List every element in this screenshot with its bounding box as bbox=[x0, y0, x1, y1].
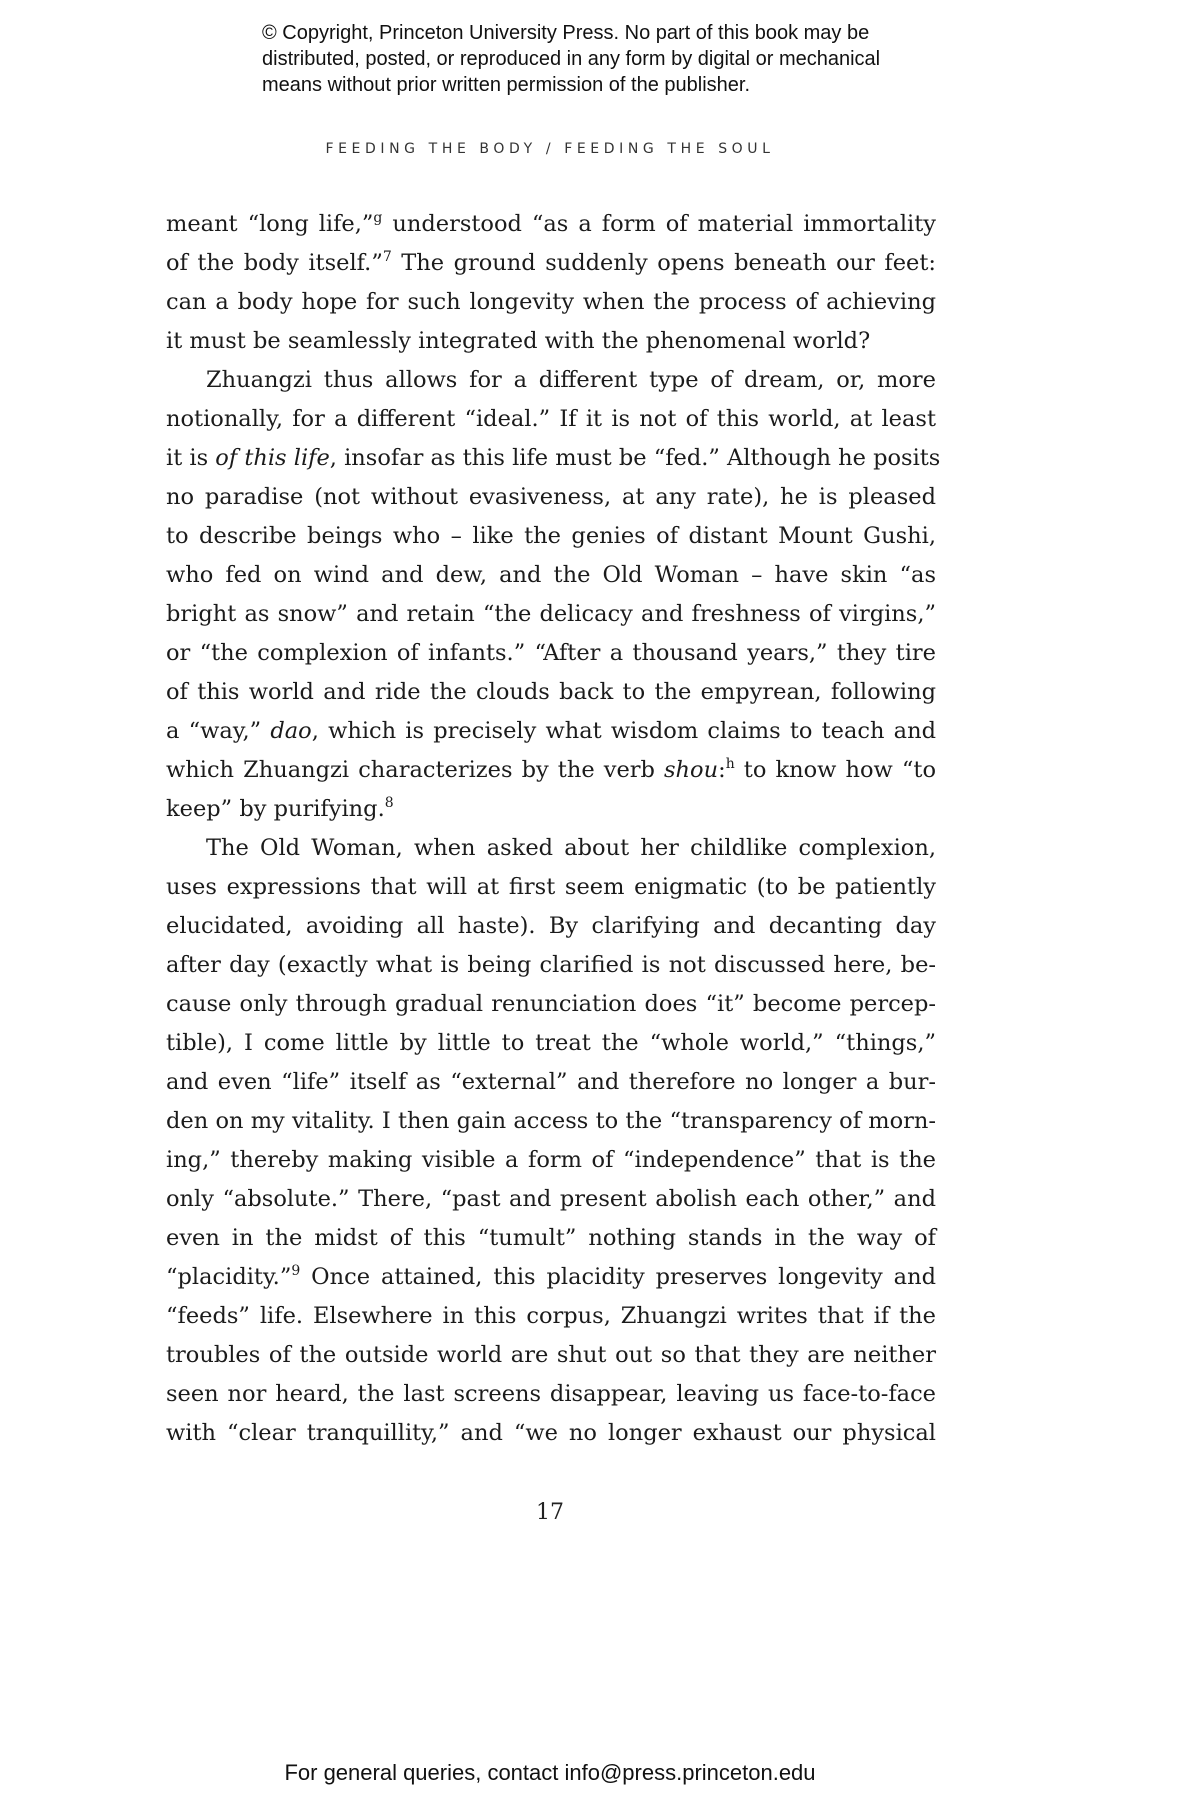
text-line bbox=[166, 712, 936, 751]
note-marker: 9 bbox=[291, 1263, 301, 1279]
text-segment: it is bbox=[166, 445, 216, 471]
italic-term: dao bbox=[270, 718, 312, 744]
text-line bbox=[166, 946, 936, 985]
text-segment: to know how “to bbox=[734, 757, 936, 783]
text-segment: or “the complexion of infants.” “After a thousand years,” they tire bbox=[166, 640, 936, 666]
copyright-line: distributed, posted, or reproduced in any form by digital or mechanical bbox=[262, 48, 881, 70]
text-line bbox=[166, 595, 936, 634]
text-segment: who fed on wind and dew, and the Old Woman – have skin “as bbox=[166, 562, 936, 588]
text-line bbox=[166, 283, 936, 322]
text-segment: Once attained, this placidity preserves longevity and bbox=[300, 1264, 936, 1290]
text-segment: : bbox=[718, 757, 726, 783]
text-line bbox=[166, 439, 941, 478]
text-line bbox=[166, 1141, 936, 1180]
text-segment: can a body hope for such longevity when the process of achieving bbox=[166, 289, 936, 315]
text-segment: tible), I come little by little to treat the “whole world,” “things,” bbox=[166, 1030, 936, 1056]
copyright-notice bbox=[262, 20, 962, 98]
text-segment: “placidity.” bbox=[166, 1264, 292, 1290]
text-line bbox=[166, 361, 936, 400]
text-line bbox=[166, 1063, 936, 1102]
text-segment: cause only through gradual renunciation does “it” become percep- bbox=[166, 991, 936, 1017]
text-line bbox=[166, 1414, 936, 1453]
text-line bbox=[166, 985, 936, 1024]
text-line bbox=[166, 751, 936, 790]
italic-term: shou bbox=[664, 757, 719, 783]
copyright-line: © Copyright, Princeton University Press. No part of this book may be bbox=[262, 22, 870, 44]
text-segment: den on my vitality. I then gain access to the “transparency of morn- bbox=[166, 1108, 936, 1134]
text-line bbox=[166, 478, 936, 517]
text-segment: after day (exactly what is being clarified is not discussed here, be- bbox=[166, 952, 936, 978]
running-head: FEEDING THE BODY / FEEDING THE SOUL bbox=[325, 141, 775, 157]
text-line bbox=[166, 1336, 936, 1375]
text-segment: no paradise (not without evasiveness, at any rate), he is pleased bbox=[166, 484, 936, 510]
text-segment: understood “as a form of material immortality bbox=[382, 211, 936, 237]
text-line bbox=[166, 829, 936, 868]
text-segment: The Old Woman, when asked about her childlike complexion, bbox=[206, 835, 936, 861]
footer-contact: For general queries, contact info@press.princeton.edu bbox=[284, 1760, 816, 1785]
copyright-line: means without prior written permission of the publisher. bbox=[262, 74, 751, 96]
body-text bbox=[166, 205, 941, 1453]
text-line bbox=[166, 1102, 936, 1141]
text-segment: and even “life” itself as “external” and therefore no longer a bur- bbox=[166, 1069, 936, 1095]
text-segment: seen nor heard, the last screens disappear, leaving us face-to-face bbox=[166, 1381, 936, 1407]
text-segment: , which is precisely what wisdom claims to teach and bbox=[311, 718, 936, 744]
text-line bbox=[166, 517, 936, 556]
text-segment: which Zhuangzi characterizes by the verb bbox=[166, 757, 665, 783]
text-segment: keep” by purifying. bbox=[166, 796, 385, 822]
text-segment: of the body itself.” bbox=[166, 250, 383, 276]
text-segment: Zhuangzi thus allows for a different type of dream, or, more bbox=[206, 367, 936, 393]
text-segment: a “way,” bbox=[166, 718, 271, 744]
text-line bbox=[166, 1297, 936, 1336]
text-segment: elucidated, avoiding all haste). By clarifying and decanting day bbox=[166, 913, 936, 939]
text-line bbox=[166, 1180, 936, 1219]
note-marker: 7 bbox=[382, 249, 392, 265]
text-line bbox=[166, 400, 936, 439]
text-segment: it must be seamlessly integrated with the phenomenal world? bbox=[166, 328, 871, 354]
text-segment: bright as snow” and retain “the delicacy and freshness of virgins,” bbox=[166, 601, 936, 627]
text-segment: troubles of the outside world are shut out so that they are neither bbox=[166, 1342, 936, 1368]
text-line bbox=[166, 322, 936, 361]
text-line bbox=[166, 1258, 936, 1297]
note-marker: h bbox=[725, 756, 735, 772]
note-marker: g bbox=[373, 210, 383, 226]
text-segment: The ground suddenly opens beneath our feet: bbox=[391, 250, 936, 276]
text-line bbox=[166, 790, 936, 829]
text-line bbox=[166, 1375, 936, 1414]
text-line bbox=[166, 673, 936, 712]
note-marker: 8 bbox=[384, 795, 394, 811]
text-segment: meant “long life,” bbox=[166, 211, 374, 237]
text-line bbox=[166, 556, 936, 595]
text-line bbox=[166, 205, 936, 244]
text-line bbox=[166, 634, 936, 673]
text-segment: uses expressions that will at first seem enigmatic (to be patiently bbox=[166, 874, 936, 900]
page-number: 17 bbox=[536, 1500, 564, 1525]
text-line bbox=[166, 244, 936, 283]
text-segment: even in the midst of this “tumult” nothing stands in the way of bbox=[166, 1225, 936, 1251]
text-line bbox=[166, 1219, 936, 1258]
text-segment: , insofar as this life must be “fed.” Although he posits bbox=[329, 445, 941, 471]
text-segment: notionally, for a different “ideal.” If it is not of this world, at least bbox=[166, 406, 936, 432]
italic-term: of this life bbox=[215, 445, 330, 471]
text-segment: with “clear tranquillity,” and “we no longer exhaust our physical bbox=[166, 1420, 936, 1446]
text-segment: to describe beings who – like the genies of distant Mount Gushi, bbox=[166, 523, 936, 549]
text-line bbox=[166, 907, 936, 946]
text-segment: “feeds” life. Elsewhere in this corpus, Zhuangzi writes that if the bbox=[166, 1303, 936, 1329]
text-line bbox=[166, 868, 936, 907]
text-segment: ing,” thereby making visible a form of “independence” that is the bbox=[166, 1147, 936, 1173]
text-segment: only “absolute.” There, “past and present abolish each other,” and bbox=[166, 1186, 936, 1212]
text-segment: of this world and ride the clouds back to the empyrean, following bbox=[166, 679, 936, 705]
text-line bbox=[166, 1024, 936, 1063]
